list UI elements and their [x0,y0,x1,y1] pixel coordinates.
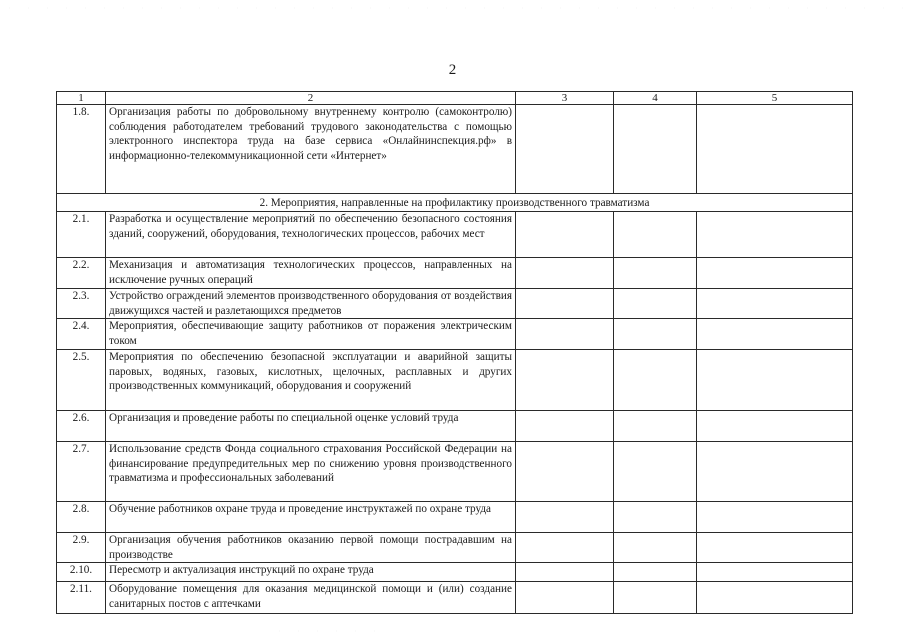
row-cell-3 [516,442,614,502]
row-cell-5 [697,582,853,614]
row-measure-text: Организация и проведение работы по специальной оценке условий труда [106,411,516,442]
row-number: 2.9. [57,533,106,563]
table-row [57,411,853,442]
row-number: 2.1. [57,212,106,258]
row-cell-5 [697,350,853,411]
row-measure-text: Устройство ограждений элементов производственного оборудования от воздействия движущихся частей и разлетающихся предметов [106,289,516,319]
row-cell-5 [697,411,853,442]
row-cell-4 [614,212,697,258]
row-cell-3 [516,289,614,319]
table-row [57,533,853,563]
row-cell-4 [614,258,697,289]
row-cell-4 [614,582,697,614]
table-row [57,319,853,350]
table-row [57,582,853,614]
page-number: 2 [448,62,457,78]
section-row [57,194,853,212]
measures-table [56,91,853,614]
row-cell-5 [697,442,853,502]
row-cell-5 [697,502,853,533]
row-measure-text: Организация работы по добровольному внутреннему контролю (самоконтролю) соблюдения работодателем требований трудового законодательства с помощью электронного инспектора труда на базе сервиса «Онлайнинспекция.рф» в информационно-телекоммуникационной сети «Интернет» [106,105,516,194]
column-header-2: 2 [106,92,516,105]
row-cell-3 [516,502,614,533]
row-measure-text: Обучение работников охране труда и проведение инструктажей по охране труда [106,502,516,533]
row-cell-5 [697,533,853,563]
row-cell-3 [516,350,614,411]
row-cell-4 [614,442,697,502]
row-cell-4 [614,411,697,442]
table-row [57,212,853,258]
table-row [57,563,853,582]
row-cell-3 [516,319,614,350]
row-cell-5 [697,212,853,258]
row-cell-5 [697,105,853,194]
row-measure-text: Разработка и осуществление мероприятий по обеспечению безопасного состояния зданий, сооружений, оборудования, технологических процессов, рабочих мест [106,212,516,258]
row-measure-text: Оборудование помещения для оказания медицинской помощи и (или) создание санитарных постов с аптечками [106,582,516,614]
table-row [57,258,853,289]
row-number: 2.6. [57,411,106,442]
table-row [57,442,853,502]
scan-noise-top [0,5,905,11]
row-cell-4 [614,502,697,533]
row-cell-3 [516,533,614,563]
row-number: 2.7. [57,442,106,502]
row-cell-3 [516,212,614,258]
table-header-row [57,92,853,105]
row-number: 2.5. [57,350,106,411]
row-number: 2.10. [57,563,106,582]
section-title: 2. Мероприятия, направленные на профилактику производственного травматизма [57,194,853,212]
row-number: 2.11. [57,582,106,614]
row-cell-4 [614,319,697,350]
table-row [57,105,853,194]
row-number: 2.3. [57,289,106,319]
row-cell-4 [614,563,697,582]
column-header-1: 1 [57,92,106,105]
column-header-5: 5 [697,92,853,105]
row-cell-5 [697,258,853,289]
row-number: 2.2. [57,258,106,289]
column-header-4: 4 [614,92,697,105]
scan-noise-bottom [270,628,390,634]
row-measure-text: Пересмотр и актуализация инструкций по охране труда [106,563,516,582]
row-cell-3 [516,105,614,194]
row-cell-4 [614,533,697,563]
row-cell-4 [614,350,697,411]
row-measure-text: Мероприятия по обеспечению безопасной эксплуатации и аварийной защиты паровых, водяных, газовых, кислотных, щелочных, расплавных и других производственных коммуникаций, оборудования и сооружений [106,350,516,411]
row-cell-5 [697,289,853,319]
row-measure-text: Мероприятия, обеспечивающие защиту работников от поражения электрическим током [106,319,516,350]
row-cell-3 [516,258,614,289]
row-cell-4 [614,289,697,319]
row-number: 1.8. [57,105,106,194]
row-cell-5 [697,319,853,350]
row-measure-text: Механизация и автоматизация технологических процессов, направленных на исключение ручных операций [106,258,516,289]
row-measure-text: Организация обучения работников оказанию первой помощи пострадавшим на производстве [106,533,516,563]
row-number: 2.4. [57,319,106,350]
row-number: 2.8. [57,502,106,533]
row-cell-3 [516,563,614,582]
column-header-3: 3 [516,92,614,105]
table-row [57,502,853,533]
table-row [57,350,853,411]
row-cell-5 [697,563,853,582]
row-cell-3 [516,582,614,614]
row-measure-text: Использование средств Фонда социального страхования Российской Федерации на финансирование предупредительных мер по снижению уровня производственного травматизма и профессиональных заболеваний [106,442,516,502]
row-cell-3 [516,411,614,442]
row-cell-4 [614,105,697,194]
table-row [57,289,853,319]
